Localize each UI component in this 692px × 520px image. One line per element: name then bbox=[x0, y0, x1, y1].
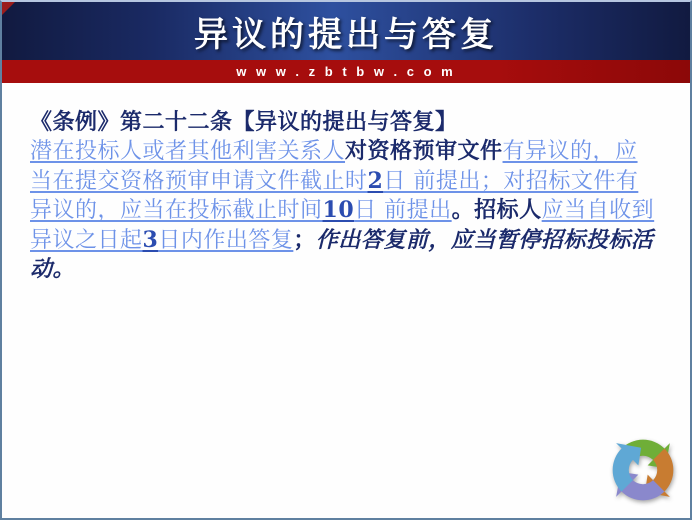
slide-header bbox=[2, 2, 690, 60]
text-segment: 作出答复前，应当暂停招标投标活 bbox=[315, 226, 654, 253]
text-segment: 日内作出答复 bbox=[158, 227, 294, 253]
text-segment: 10 bbox=[322, 197, 355, 223]
text-segment: 。招标人 bbox=[451, 197, 542, 223]
website-url: w w w . z b t b w . c o m bbox=[236, 64, 456, 79]
text-line bbox=[30, 226, 664, 256]
text-segment: 应当自收到 bbox=[541, 198, 655, 223]
text-line bbox=[30, 255, 664, 285]
text-segment: 当在提交资格预审申请文件截止时 bbox=[30, 168, 368, 194]
text-segment: 异议的，应当在投标截止时间 bbox=[30, 198, 323, 223]
regulation-paragraph bbox=[30, 137, 664, 285]
text-segment: 日 前提出 bbox=[354, 198, 452, 223]
text-segment: 有异议的，应 bbox=[502, 139, 638, 164]
text-segment: 2 bbox=[367, 167, 384, 194]
text-segment: 异议之日起 bbox=[30, 227, 143, 253]
text-segment: 对资格预审文件 bbox=[345, 138, 503, 164]
corner-fold-decoration bbox=[2, 2, 15, 15]
text-segment: 3 bbox=[142, 226, 159, 253]
text-line bbox=[30, 196, 664, 226]
slide-body bbox=[2, 83, 690, 518]
text-line bbox=[30, 137, 664, 167]
text-segment: 动。 bbox=[30, 256, 76, 282]
text-segment: 日 前提出；对招标文件有 bbox=[383, 168, 639, 194]
text-segment: ； bbox=[293, 226, 316, 253]
website-bar bbox=[2, 60, 690, 83]
text-line bbox=[30, 167, 664, 197]
slide-title: 异议的提出与答复 bbox=[194, 14, 498, 55]
cycle-arrows-icon bbox=[604, 432, 682, 508]
clause-heading: 《条例》第二十二条【异议的提出与答复】 bbox=[30, 109, 458, 135]
text-segment: 潜在投标人或者其他利害关系人 bbox=[30, 139, 346, 164]
